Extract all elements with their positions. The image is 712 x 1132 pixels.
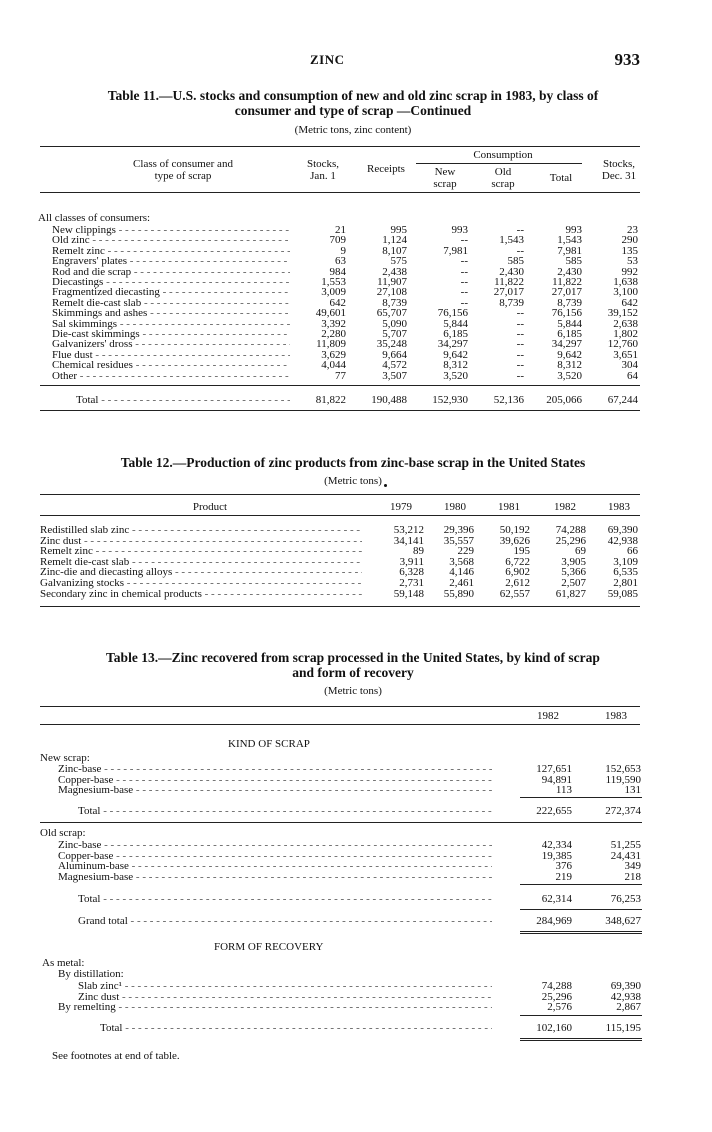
table11-category-label: All classes of consumers:	[38, 212, 151, 224]
table13-row-label: By remelting - - -	[58, 1001, 492, 1013]
table11-cell-stocks-jan: 9	[340, 244, 346, 257]
table12-cell-1981: 2,612	[505, 577, 530, 589]
table12-cell-1980: 4,146	[449, 566, 474, 579]
table13-grand-rule	[520, 909, 642, 910]
table11-cell-receipts: 575	[390, 255, 407, 268]
table12-cell-1979: 2,731	[399, 577, 424, 589]
table12-cell-1982: 74,288	[555, 524, 586, 536]
table12-cell-1982: 3,905	[561, 555, 586, 568]
table11-cell-total: 1,543	[557, 234, 582, 247]
table13-cell-1982: 222,655	[536, 805, 572, 817]
table12-cell-1979: 6,328	[399, 566, 424, 579]
table13-row-label: Magnesium-base - - -	[58, 871, 492, 883]
table11-cell-receipts: 5,090	[382, 317, 407, 330]
table13-form-double-rule-1	[520, 1038, 642, 1039]
table12-cell-1982: 69	[575, 545, 586, 558]
table11-cell-old: --	[516, 307, 524, 320]
table11-cell-stocks-dec: 53	[627, 255, 638, 268]
table11-header-rule	[40, 192, 640, 193]
table12-row-label: Galvanizing stocks - - -	[40, 577, 362, 589]
table11-cell-stocks-jan: 49,601	[315, 307, 346, 320]
table13-title-line1: Table 13.—Zinc recovered from scrap processed in the United States, by kind of scrap	[106, 650, 600, 665]
table11-cell-stocks-dec: 3,100	[613, 286, 638, 299]
table12-cell-1982: 61,827	[555, 587, 586, 600]
table11-cell-receipts: 4,572	[382, 359, 407, 372]
table11-row-label: Diecastings - - -	[52, 276, 290, 288]
table11-cell-receipts: 8,739	[382, 296, 407, 309]
table11-cell-new: 34,297	[437, 338, 468, 351]
table12-cell-1982: 2,507	[561, 577, 586, 589]
table11-cell-receipts: 27,108	[376, 286, 407, 299]
table12-header-1981: 1981	[498, 501, 520, 513]
table11-cell-stocks-jan: 3,009	[321, 286, 346, 299]
table13-cell-1982: 19,385	[541, 849, 572, 862]
print-speck-mark	[384, 484, 387, 487]
table11-cell-total: 3,520	[557, 369, 582, 382]
table11-cell-new: --	[460, 286, 468, 299]
table11-cell-old: --	[516, 348, 524, 361]
table12-cell-1983: 69,390	[607, 524, 638, 536]
table13-cell-1983: 349	[624, 860, 641, 872]
table11-cell-old: 2,430	[499, 265, 524, 278]
table11-cell-stocks-jan: 984	[329, 265, 346, 278]
table12-bottom-rule	[40, 606, 640, 607]
table13-cell-1983: 76,253	[610, 893, 641, 905]
table11-cell-old: --	[516, 369, 524, 382]
table11-units: (Metric tons, zinc content)	[294, 124, 412, 136]
table11-cell-old: --	[516, 244, 524, 257]
table11-title-line1: Table 11.—U.S. stocks and consumption of new and old zinc scrap in 1983, by class of	[107, 88, 599, 103]
table12-cell-1979: 34,141	[393, 534, 424, 547]
table12-cell-1982: 5,366	[561, 566, 586, 579]
kind-of-scrap-heading: KIND OF SCRAP	[228, 738, 310, 750]
table11-cell-old: 27,017	[493, 286, 524, 299]
table12-cell-1983: 66	[627, 545, 638, 558]
table13-row-label: Slab zinc¹ - - -	[78, 980, 492, 992]
table11-cell-stocks-dec: 64	[627, 369, 638, 382]
table12-row-label: Remelt zinc - - -	[40, 545, 362, 557]
table13-new-subtotal-rule	[520, 797, 642, 798]
table12-row-label: Remelt die-cast slab - - -	[40, 556, 362, 568]
form-of-recovery-heading: FORM OF RECOVERY	[214, 941, 324, 953]
table11-cell-old: 11,822	[494, 276, 524, 288]
page-number: 933	[614, 50, 640, 69]
table12-cell-1980: 3,568	[449, 555, 474, 568]
table11-cell-new: --	[460, 296, 468, 309]
table12-cell-1983: 2,801	[613, 577, 638, 589]
table13-cell-1982: 376	[555, 860, 572, 872]
table12-cell-1979: 59,148	[393, 587, 424, 600]
table11-header-stocks-dec: Stocks, Dec. 31	[601, 158, 637, 182]
table12-header-product: Product	[192, 501, 228, 513]
table12-header-1983: 1983	[608, 501, 630, 513]
table13-header-1983: 1983	[605, 710, 627, 722]
table11-cell-stocks-dec: 304	[621, 359, 638, 372]
table12-title: Table 12.—Production of zinc products from zinc-base scrap in the United States	[120, 455, 586, 470]
table12-row-label: Secondary zinc in chemical products - - -	[40, 588, 362, 600]
table13-row-label: Aluminum-base - - -	[58, 860, 492, 872]
table-row	[0, 588, 712, 600]
table13-cell-1983: 218	[624, 870, 641, 883]
table12-cell-1979: 89	[413, 545, 424, 558]
table11-cell-total: 5,844	[557, 317, 582, 330]
table12-cell-1981: 6,902	[505, 566, 530, 579]
table12-header-1980: 1980	[444, 501, 466, 513]
table12-row-label: Zinc-die and diecasting alloys - - -	[40, 566, 362, 578]
table11-cell-stocks-dec: 2,638	[613, 317, 638, 330]
old-scrap-label: Old scrap:	[40, 827, 86, 839]
table11-total-receipts: 190,488	[371, 394, 407, 406]
table-row	[0, 370, 712, 382]
table13-form-subtotal-rule	[520, 1015, 642, 1016]
table12-row-label: Redistilled slab zinc - - -	[40, 524, 362, 536]
table13-cell-1983: 24,431	[610, 849, 641, 862]
table13-row-label: Copper-base - - -	[58, 774, 492, 786]
table11-cell-old: --	[516, 328, 524, 340]
table11-cell-receipts: 65,707	[376, 307, 407, 320]
table13-cell-1982: 42,334	[541, 839, 572, 851]
table-row	[0, 1001, 712, 1013]
table-row	[0, 893, 712, 905]
table13-cell-1983: 131	[624, 784, 641, 796]
table11-cell-stocks-jan: 63	[335, 255, 346, 268]
table13-row-label: Total - - -	[78, 893, 492, 905]
table12-cell-1980: 55,890	[443, 587, 474, 600]
table11-cell-stocks-jan: 21	[335, 224, 346, 236]
table11-total-total: 205,066	[546, 394, 582, 406]
as-metal-label: As metal:	[42, 957, 85, 969]
table11-cell-old: 8,739	[499, 296, 524, 309]
table-row	[0, 1022, 712, 1034]
table11-cell-stocks-dec: 642	[621, 296, 638, 309]
table11-header-total: Total	[549, 172, 573, 184]
table12-units: (Metric tons)	[324, 475, 382, 487]
table11-cell-stocks-jan: 642	[329, 296, 346, 309]
table13-cell-1983: 42,938	[610, 990, 641, 1003]
table11-cell-total: 9,642	[557, 348, 582, 361]
table13-cell-1983: 348,627	[605, 915, 641, 927]
table11-cell-old: 1,543	[499, 234, 524, 247]
table13-form-double-rule-2	[520, 1040, 642, 1041]
table11-cell-stocks-jan: 709	[329, 234, 346, 247]
table13-cell-1983: 69,390	[610, 980, 641, 992]
table11-row-label: Skimmings and ashes - - -	[52, 307, 290, 319]
table11-cell-stocks-dec: 1,802	[613, 328, 638, 340]
table13-cell-1982: 127,651	[536, 763, 572, 775]
table11-cell-new: --	[460, 255, 468, 268]
table11-header-consumption: Consumption	[473, 149, 533, 161]
table11-cell-receipts: 35,248	[376, 338, 407, 351]
table12-cell-1982: 25,296	[555, 534, 586, 547]
table11-cell-new: --	[460, 234, 468, 247]
table13-cell-1983: 272,374	[605, 805, 641, 817]
table13-row-label: Total - - -	[78, 805, 492, 817]
table13-cell-1982: 62,314	[541, 893, 572, 905]
table11-cell-new: 6,185	[443, 328, 468, 340]
table13-top-rule	[40, 706, 640, 707]
table13-row-label: Grand total - - -	[78, 915, 492, 927]
table11-cell-receipts: 3,507	[382, 369, 407, 382]
table13-section-rule	[40, 822, 642, 823]
table11-header-new-scrap: New scrap	[433, 166, 457, 190]
table11-cell-total: 2,430	[557, 265, 582, 278]
table11-cell-stocks-dec: 135	[621, 244, 638, 257]
table12-cell-1980: 2,461	[449, 577, 474, 589]
table11-cell-stocks-jan: 4,044	[321, 359, 346, 372]
table13-grand-double-rule-2	[520, 933, 642, 934]
table11-cell-total: 27,017	[551, 286, 582, 299]
table11-cell-receipts: 2,438	[382, 265, 407, 278]
table13-row-label: Copper-base - - -	[58, 850, 492, 862]
table11-cell-new: 9,642	[443, 348, 468, 361]
table-row	[0, 784, 712, 796]
table11-cell-total: 6,185	[557, 328, 582, 340]
table12-header-rule	[40, 515, 640, 516]
table11-cell-receipts: 1,124	[382, 234, 407, 247]
table13-header-rule	[40, 724, 640, 725]
table11-row-label: Remelt zinc - - -	[52, 245, 290, 257]
table11-cell-old: --	[516, 338, 524, 351]
table11-cell-new: 993	[451, 224, 468, 236]
table13-cell-1983: 152,653	[605, 763, 641, 775]
table13-row-label: Total - - -	[100, 1022, 492, 1034]
table-row	[0, 871, 712, 883]
table13-row-label: Zinc-base - - -	[58, 839, 492, 851]
table13-row-label: Zinc-base - - -	[58, 763, 492, 775]
table12-cell-1980: 229	[457, 545, 474, 558]
table11-top-rule	[40, 146, 640, 147]
table12-cell-1981: 39,626	[499, 534, 530, 547]
table13-row-label: Zinc dust - - -	[78, 991, 492, 1003]
table11-header-old-scrap: Old scrap	[491, 166, 515, 190]
table13-cell-1983: 2,867	[616, 1001, 641, 1013]
table11-cell-stocks-dec: 3,651	[613, 348, 638, 361]
table11-category-row	[0, 212, 712, 224]
table11-cell-stocks-dec: 992	[621, 265, 638, 278]
table13-grand-double-rule-1	[520, 931, 642, 932]
table11-cell-total: 585	[565, 255, 582, 268]
table13-cell-1982: 284,969	[536, 915, 572, 927]
table11-total-new: 152,930	[432, 394, 468, 406]
table13-row-label: Magnesium-base - - -	[58, 784, 492, 796]
table11-cell-receipts: 9,664	[382, 348, 407, 361]
table11-row-label: Engravers' plates - - -	[52, 255, 290, 267]
table11-cell-new: 3,520	[443, 369, 468, 382]
table12-cell-1979: 53,212	[393, 524, 424, 536]
table13-cell-1982: 113	[555, 784, 572, 796]
table11-cell-new: 8,312	[443, 359, 468, 372]
table11-cell-receipts: 8,107	[382, 244, 407, 257]
table11-cell-stocks-dec: 12,760	[607, 338, 638, 351]
table11-cell-stocks-jan: 2,280	[321, 328, 346, 340]
table12-header-1982: 1982	[554, 501, 576, 513]
table11-cell-total: 993	[565, 224, 582, 236]
table11-cell-stocks-jan: 3,629	[321, 348, 346, 361]
table13-title-line2: and form of recovery	[292, 665, 414, 680]
table11-row-label: Other - - -	[52, 370, 290, 382]
table12-cell-1983: 6,535	[613, 566, 638, 579]
table13-cell-1983: 51,255	[610, 839, 641, 851]
table12-cell-1983: 59,085	[607, 587, 638, 600]
table11-cell-stocks-jan: 77	[335, 369, 346, 382]
table12-cell-1979: 3,911	[399, 555, 424, 568]
table13-cell-1982: 2,576	[547, 1001, 572, 1013]
table11-row-label: Flue dust - - -	[52, 349, 290, 361]
table11-header-stocks-jan: Stocks, Jan. 1	[306, 158, 340, 182]
table12-header-1979: 1979	[390, 501, 412, 513]
table11-total-rule	[40, 385, 640, 386]
table11-cell-new: 76,156	[437, 307, 468, 320]
table12-row-label: Zinc dust - - -	[40, 535, 362, 547]
table11-cell-total: 76,156	[551, 307, 582, 320]
table13-units: (Metric tons)	[324, 685, 382, 697]
by-distillation-label: By distillation:	[58, 968, 124, 980]
table12-cell-1981: 6,722	[505, 555, 530, 568]
table13-cell-1982: 74,288	[541, 980, 572, 992]
table11-row-label: Chemical residues - - -	[52, 359, 290, 371]
table11-bottom-rule	[40, 410, 640, 411]
table11-cell-old: --	[516, 359, 524, 372]
table13-cell-1982: 94,891	[541, 773, 572, 786]
footnote-text: See footnotes at end of table.	[52, 1050, 180, 1062]
table13-cell-1983: 115,195	[605, 1022, 641, 1034]
new-scrap-label: New scrap:	[40, 752, 90, 764]
table11-total-stocks-dec: 67,244	[607, 394, 638, 406]
table11-cell-stocks-dec: 39,152	[607, 307, 638, 320]
table11-header-receipts: Receipts	[367, 163, 405, 175]
table11-cell-new: --	[460, 265, 468, 278]
table11-total-old: 52,136	[493, 394, 524, 406]
table-row	[0, 805, 712, 817]
table13-cell-1982: 102,160	[536, 1022, 572, 1034]
section-title: ZINC	[310, 52, 345, 67]
table12-cell-1983: 3,109	[613, 555, 638, 568]
table-row	[0, 915, 712, 927]
table11-row-label: Die-cast skimmings - - -	[52, 328, 290, 340]
table12-cell-1981: 50,192	[499, 524, 530, 536]
table13-cell-1982: 219	[555, 870, 572, 883]
table11-row-label: Fragmentized diecasting - - -	[52, 286, 290, 298]
table11-cell-stocks-jan: 3,392	[321, 317, 346, 330]
table11-cell-receipts: 995	[390, 224, 407, 236]
table11-row-label: Old zinc - - -	[52, 234, 290, 246]
table11-row-label: Galvanizers' dross - - -	[52, 338, 290, 350]
table11-cell-stocks-dec: 290	[621, 234, 638, 247]
table11-cell-receipts: 11,907	[377, 276, 407, 288]
table12-cell-1980: 35,557	[443, 534, 474, 547]
table11-total-stocks-jan: 81,822	[315, 394, 346, 406]
table11-cell-stocks-dec: 23	[627, 224, 638, 236]
table11-cell-new: --	[460, 276, 468, 288]
table11-cell-old: --	[516, 317, 524, 330]
table11-total-label: Total - - -	[76, 394, 290, 406]
table11-consumption-rule	[416, 163, 582, 164]
running-head	[0, 50, 712, 70]
table12-top-rule	[40, 494, 640, 495]
table11-cell-total: 34,297	[551, 338, 582, 351]
table12-cell-1980: 29,396	[443, 524, 474, 536]
table11-cell-total: 8,312	[557, 359, 582, 372]
table11-cell-stocks-jan: 1,553	[321, 276, 346, 288]
table11-row-label: Sal skimmings - - -	[52, 318, 290, 330]
table12-cell-1981: 195	[513, 545, 530, 558]
table11-cell-new: 5,844	[443, 317, 468, 330]
table11-row-label: Rod and die scrap - - -	[52, 266, 290, 278]
table12-cell-1981: 62,557	[499, 587, 530, 600]
table11-cell-old: 585	[507, 255, 524, 268]
table11-title-line2: consumer and type of scrap —Continued	[234, 103, 472, 118]
table11-row-label: New clippings - - -	[52, 224, 290, 236]
table11-cell-new: 7,981	[443, 244, 468, 257]
table12-cell-1983: 42,938	[607, 534, 638, 547]
table11-cell-stocks-dec: 1,638	[613, 276, 638, 288]
table11-header-class: Class of consumer and type of scrap	[133, 158, 233, 182]
table13-cell-1982: 25,296	[541, 990, 572, 1003]
table11-total-row	[0, 394, 712, 406]
table11-cell-total: 11,822	[552, 276, 582, 288]
table13-cell-1983: 119,590	[605, 773, 641, 786]
table11-cell-receipts: 5,707	[382, 328, 407, 340]
table11-cell-total: 7,981	[557, 244, 582, 257]
table11-row-label: Remelt die-cast slab - - -	[52, 297, 290, 309]
table13-old-subtotal-rule	[520, 884, 642, 885]
table11-cell-old: --	[516, 224, 524, 236]
table11-cell-total: 8,739	[557, 296, 582, 309]
table13-header-1982: 1982	[537, 710, 559, 722]
table11-cell-stocks-jan: 11,809	[316, 338, 346, 351]
